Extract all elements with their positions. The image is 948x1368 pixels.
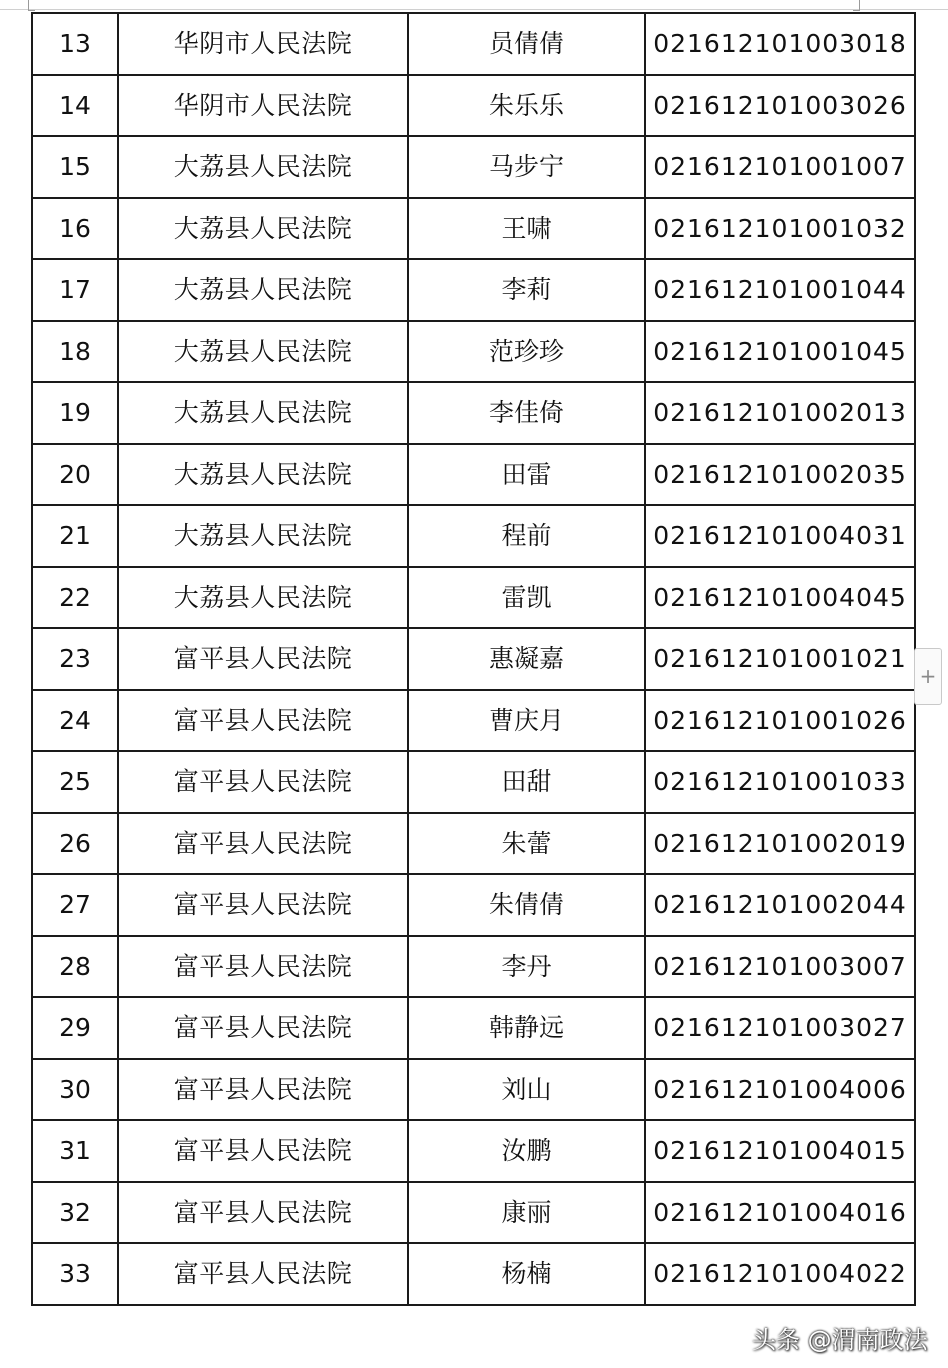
row-number-cell: 15 [32,136,118,198]
person-name-cell: 朱乐乐 [408,75,645,137]
court-name-cell: 富平县人民法院 [118,936,408,998]
court-name-cell: 富平县人民法院 [118,1120,408,1182]
table-row [32,628,915,690]
row-number-cell: 31 [32,1120,118,1182]
table-row [32,136,915,198]
admission-number-cell: 021612101002019 [645,813,915,875]
table-row [32,813,915,875]
court-name-cell: 富平县人民法院 [118,997,408,1059]
roster-table-body [32,13,915,1305]
court-name-cell: 大荔县人民法院 [118,321,408,383]
admission-number-cell: 021612101001021 [645,628,915,690]
court-name-cell: 富平县人民法院 [118,1243,408,1305]
table-row [32,936,915,998]
court-name-cell: 大荔县人民法院 [118,444,408,506]
admission-number-cell: 021612101003007 [645,936,915,998]
row-number-cell: 26 [32,813,118,875]
table-row [32,198,915,260]
court-name-cell: 富平县人民法院 [118,813,408,875]
court-name-cell: 大荔县人民法院 [118,382,408,444]
court-name-cell: 富平县人民法院 [118,628,408,690]
row-number-cell: 18 [32,321,118,383]
row-number-cell: 29 [32,997,118,1059]
person-name-cell: 朱蕾 [408,813,645,875]
table-row [32,997,915,1059]
admission-number-cell: 021612101003018 [645,13,915,75]
table-row [32,75,915,137]
admission-number-cell: 021612101004022 [645,1243,915,1305]
table-row [32,382,915,444]
admission-number-cell: 021612101001044 [645,259,915,321]
row-number-cell: 23 [32,628,118,690]
row-number-cell: 27 [32,874,118,936]
admission-number-cell: 021612101002035 [645,444,915,506]
admission-number-cell: 021612101002013 [645,382,915,444]
admission-number-cell: 021612101001033 [645,751,915,813]
person-name-cell: 韩静远 [408,997,645,1059]
admission-number-cell: 021612101004016 [645,1182,915,1244]
row-number-cell: 32 [32,1182,118,1244]
admission-number-cell: 021612101001045 [645,321,915,383]
table-row [32,1120,915,1182]
court-name-cell: 富平县人民法院 [118,1182,408,1244]
row-number-cell: 14 [32,75,118,137]
table-row [32,874,915,936]
row-number-cell: 25 [32,751,118,813]
person-name-cell: 曹庆月 [408,690,645,752]
court-name-cell: 大荔县人民法院 [118,136,408,198]
table-row [32,567,915,629]
table-row [32,444,915,506]
admission-number-cell: 021612101001032 [645,198,915,260]
row-number-cell: 22 [32,567,118,629]
left-margin-mark [28,0,35,11]
row-number-cell: 28 [32,936,118,998]
row-number-cell: 21 [32,505,118,567]
admission-number-cell: 021612101004015 [645,1120,915,1182]
page-top-edge [0,0,948,10]
table-row [32,321,915,383]
person-name-cell: 员倩倩 [408,13,645,75]
court-name-cell: 大荔县人民法院 [118,259,408,321]
admission-number-cell: 021612101003026 [645,75,915,137]
row-number-cell: 19 [32,382,118,444]
court-name-cell: 富平县人民法院 [118,1059,408,1121]
table-row [32,13,915,75]
person-name-cell: 朱倩倩 [408,874,645,936]
source-watermark: 头条 @渭南政法 [752,1326,928,1354]
person-name-cell: 田甜 [408,751,645,813]
person-name-cell: 康丽 [408,1182,645,1244]
admission-number-cell: 021612101001026 [645,690,915,752]
add-row-button[interactable]: + [914,648,942,705]
table-row [32,751,915,813]
row-number-cell: 33 [32,1243,118,1305]
roster-table [31,12,916,1306]
admission-number-cell: 021612101003027 [645,997,915,1059]
court-name-cell: 大荔县人民法院 [118,567,408,629]
row-number-cell: 16 [32,198,118,260]
person-name-cell: 马步宁 [408,136,645,198]
row-number-cell: 24 [32,690,118,752]
admission-number-cell: 021612101004045 [645,567,915,629]
admission-number-cell: 021612101002044 [645,874,915,936]
table-row [32,690,915,752]
court-name-cell: 华阴市人民法院 [118,75,408,137]
person-name-cell: 杨楠 [408,1243,645,1305]
person-name-cell: 雷凯 [408,567,645,629]
person-name-cell: 李丹 [408,936,645,998]
person-name-cell: 程前 [408,505,645,567]
court-name-cell: 富平县人民法院 [118,874,408,936]
table-row [32,1059,915,1121]
person-name-cell: 田雷 [408,444,645,506]
court-name-cell: 富平县人民法院 [118,751,408,813]
person-name-cell: 李莉 [408,259,645,321]
row-number-cell: 30 [32,1059,118,1121]
admission-number-cell: 021612101001007 [645,136,915,198]
person-name-cell: 汝鹏 [408,1120,645,1182]
right-margin-mark [853,0,860,11]
admission-number-cell: 021612101004031 [645,505,915,567]
court-name-cell: 富平县人民法院 [118,690,408,752]
row-number-cell: 20 [32,444,118,506]
person-name-cell: 惠凝嘉 [408,628,645,690]
court-name-cell: 华阴市人民法院 [118,13,408,75]
row-number-cell: 17 [32,259,118,321]
admission-number-cell: 021612101004006 [645,1059,915,1121]
table-row [32,1243,915,1305]
court-name-cell: 大荔县人民法院 [118,198,408,260]
court-name-cell: 大荔县人民法院 [118,505,408,567]
person-name-cell: 刘山 [408,1059,645,1121]
table-row [32,259,915,321]
person-name-cell: 王啸 [408,198,645,260]
person-name-cell: 范珍珍 [408,321,645,383]
table-row [32,1182,915,1244]
row-number-cell: 13 [32,13,118,75]
table-row [32,505,915,567]
person-name-cell: 李佳倚 [408,382,645,444]
